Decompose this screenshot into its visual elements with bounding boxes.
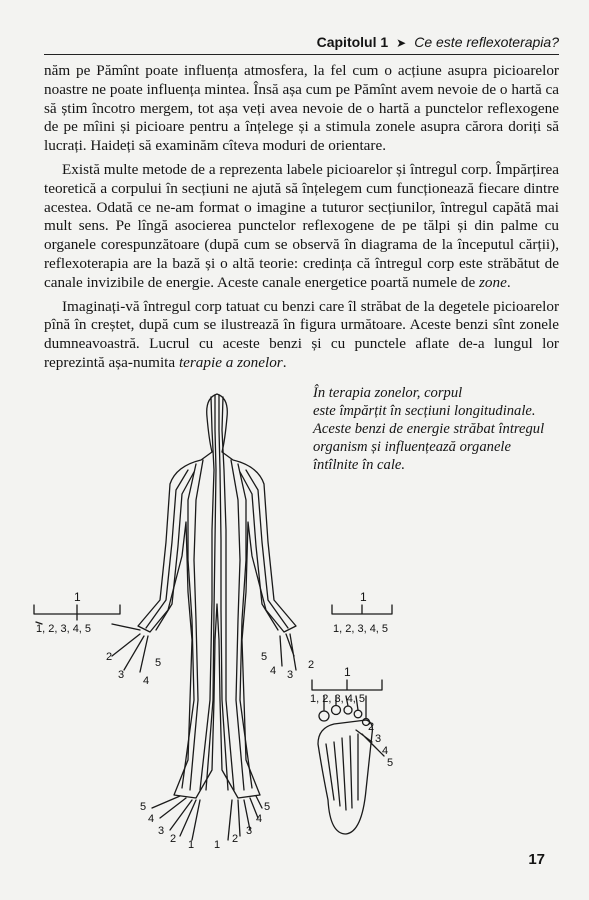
digit-label: 3 bbox=[287, 669, 294, 681]
paragraph-text: Există multe metode de a reprezenta labele picioarelor și întregul corp. Împărțirea teoretică a corpului în secțiuni ne ajută să înțelegem cum funcționează fiecare dintre acestea. Odată ce ne-am format o imagine a tuturor secțiunilor, întregul capătă mai mult sens. Pe lîngă asocierea punctelor reflexogene de pe tălpi și din palme cu organele corespunzătoare (după cum se observă în diagrama de la începutul cărții), reflexoterapia are la bază și o altă teorie: credința că întregul corp este străbătut de canale invizibile de energie. Aceste canale energetice poartă numele de bbox=[44, 160, 559, 291]
digit-label: 3 bbox=[118, 669, 125, 681]
digit-label: 4 bbox=[143, 675, 150, 687]
hand-right-digit-list: 1, 2, 3, 4, 5 bbox=[333, 623, 389, 635]
paragraph-text: năm pe Pămînt poate influența atmosfera, la fel cum o acțiune asupra picioarelor noastre ne poate influența mintea. Însă așa cum pe Pămînt avem nevoie de o hartă ca să știm încotro mergem, tot așa veți avea nevoie de o hartă a punctelor reflexogene de pe mîini și picioare pentru a înțelege și a stimula zonele asupra cărora doriți să lucrați. Haideți să examinăm cîteva moduri de orientare. bbox=[44, 62, 559, 155]
arrow-right-icon: ➤ bbox=[396, 36, 407, 50]
emphasis-term: terapie a zonelor bbox=[178, 353, 283, 371]
digit-label: 3 bbox=[375, 733, 382, 745]
foot-group-label: 1 bbox=[344, 665, 351, 679]
chapter-label: Capitolul 1 bbox=[316, 34, 389, 50]
page-number: 17 bbox=[528, 851, 545, 868]
caption-line: În terapia zonelor, corpul bbox=[313, 385, 463, 401]
digit-label: 4 bbox=[256, 813, 263, 825]
digit-label: 4 bbox=[148, 813, 155, 825]
paragraph-end: . bbox=[282, 353, 287, 371]
hand-right-group-label: 1 bbox=[360, 590, 367, 604]
paragraph-text: Imaginați-vă întregul corp tatuat cu benzi care îl străbat de la degetele picioarelor pînă în creștet, după cum se ilustrează în figura următoare. Aceste benzi sînt zonele dumneavoastră. Lucrul cu aceste benzi și cu punctele aflate de-a lungul lor reprezintă așa-numita bbox=[44, 297, 559, 371]
caption-line: întîlnite în cale. bbox=[313, 457, 406, 473]
digit-label: 4 bbox=[382, 745, 389, 757]
hand-left-group-label: 1 bbox=[74, 590, 81, 604]
paragraph-end: . bbox=[506, 273, 511, 291]
digit-label: 2 bbox=[368, 721, 375, 733]
digit-label: 5 bbox=[261, 651, 268, 663]
body-outline bbox=[138, 394, 296, 798]
caption-line: Aceste benzi de energie străbat întregul bbox=[313, 421, 545, 437]
digit-label: 3 bbox=[246, 825, 253, 837]
caption-line: organism și influențează organele bbox=[313, 439, 511, 455]
digit-label: 1 bbox=[214, 839, 221, 851]
foot-digit-list: 1, 2, 3, 4, 5 bbox=[310, 693, 366, 705]
digit-label: 2 bbox=[106, 651, 113, 663]
hand-left-digit-list: 1, 2, 3, 4, 5 bbox=[36, 623, 92, 635]
digit-label: 5 bbox=[155, 657, 162, 669]
caption-line: este împărțit în secțiuni longitudinale. bbox=[313, 403, 536, 419]
digit-label: 2 bbox=[232, 833, 239, 845]
digit-label: 5 bbox=[387, 757, 394, 769]
emphasis-term: zone bbox=[479, 273, 507, 291]
digit-label: 3 bbox=[158, 825, 165, 837]
chapter-title: Ce este reflexoterapia? bbox=[414, 34, 559, 50]
digit-label: 1 bbox=[188, 839, 195, 851]
digit-label: 2 bbox=[170, 833, 177, 845]
digit-label: 5 bbox=[140, 801, 147, 813]
digit-label: 2 bbox=[308, 659, 315, 671]
digit-label: 4 bbox=[270, 665, 277, 677]
digit-label: 5 bbox=[264, 801, 271, 813]
